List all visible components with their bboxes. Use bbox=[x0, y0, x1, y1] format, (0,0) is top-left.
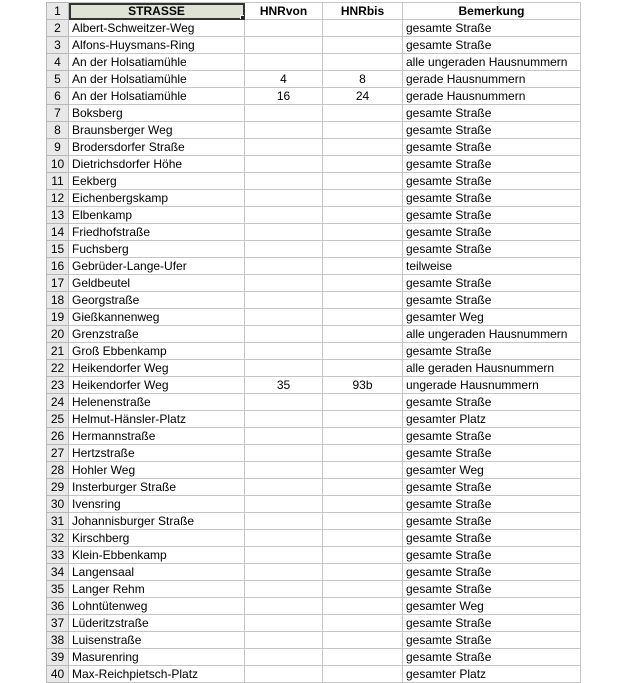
cell-hnrbis[interactable] bbox=[323, 496, 403, 513]
cell-strasse[interactable]: Max-Reichpietsch-Platz bbox=[69, 666, 245, 683]
row-number[interactable]: 40 bbox=[47, 666, 69, 683]
row-number[interactable]: 29 bbox=[47, 479, 69, 496]
header-cell-hnrbis[interactable]: HNRbis bbox=[323, 3, 403, 20]
header-cell-hnrvon[interactable]: HNRvon bbox=[245, 3, 323, 20]
cell-hnrvon[interactable] bbox=[245, 105, 323, 122]
cell-hnrbis[interactable] bbox=[323, 479, 403, 496]
cell-bemerkung[interactable]: gesamte Straße bbox=[403, 173, 581, 190]
row-number[interactable]: 30 bbox=[47, 496, 69, 513]
table-row bbox=[47, 122, 581, 139]
cell-hnrbis[interactable] bbox=[323, 258, 403, 275]
cell-bemerkung[interactable]: gesamte Straße bbox=[403, 122, 581, 139]
table-row bbox=[47, 156, 581, 173]
cell-bemerkung[interactable]: gesamte Straße bbox=[403, 615, 581, 632]
cell-bemerkung[interactable]: gesamte Straße bbox=[403, 632, 581, 649]
cell-hnrvon[interactable] bbox=[245, 428, 323, 445]
row-number[interactable]: 8 bbox=[47, 122, 69, 139]
cell-hnrbis[interactable] bbox=[323, 411, 403, 428]
cell-strasse[interactable]: Hermannstraße bbox=[69, 428, 245, 445]
cell-hnrvon[interactable] bbox=[245, 547, 323, 564]
cell-bemerkung[interactable]: gesamter Weg bbox=[403, 598, 581, 615]
cell-bemerkung[interactable]: gesamte Straße bbox=[403, 292, 581, 309]
cell-hnrbis[interactable] bbox=[323, 428, 403, 445]
cell-hnrvon[interactable] bbox=[245, 190, 323, 207]
row-number[interactable]: 38 bbox=[47, 632, 69, 649]
cell-strasse[interactable]: Brodersdorfer Straße bbox=[69, 139, 245, 156]
cell-hnrbis[interactable] bbox=[323, 530, 403, 547]
table-row bbox=[47, 224, 581, 241]
table-row bbox=[47, 377, 581, 394]
cell-bemerkung[interactable]: gesamte Straße bbox=[403, 156, 581, 173]
cell-strasse[interactable]: An der Holsatiamühle bbox=[69, 71, 245, 88]
row-number[interactable]: 18 bbox=[47, 292, 69, 309]
cell-strasse[interactable]: Georgstraße bbox=[69, 292, 245, 309]
cell-hnrvon[interactable] bbox=[245, 343, 323, 360]
cell-hnrbis[interactable] bbox=[323, 326, 403, 343]
cell-strasse[interactable]: Geldbeutel bbox=[69, 275, 245, 292]
table-row bbox=[47, 462, 581, 479]
row-number[interactable]: 23 bbox=[47, 377, 69, 394]
cell-hnrbis[interactable] bbox=[323, 394, 403, 411]
cell-hnrbis[interactable] bbox=[323, 615, 403, 632]
cell-bemerkung[interactable]: gesamter Weg bbox=[403, 462, 581, 479]
table-row bbox=[47, 615, 581, 632]
cell-hnrbis[interactable] bbox=[323, 37, 403, 54]
cell-strasse[interactable]: Eekberg bbox=[69, 173, 245, 190]
header-row bbox=[47, 3, 581, 20]
cell-hnrbis[interactable] bbox=[323, 105, 403, 122]
cell-strasse[interactable]: Lohntütenweg bbox=[69, 598, 245, 615]
cell-bemerkung[interactable]: gerade Hausnummern bbox=[403, 88, 581, 105]
cell-strasse[interactable]: Heikendorfer Weg bbox=[69, 360, 245, 377]
cell-hnrbis[interactable] bbox=[323, 513, 403, 530]
cell-hnrbis[interactable] bbox=[323, 173, 403, 190]
cell-hnrbis[interactable] bbox=[323, 632, 403, 649]
table-row bbox=[47, 479, 581, 496]
row-number[interactable]: 15 bbox=[47, 241, 69, 258]
cell-hnrvon[interactable] bbox=[245, 292, 323, 309]
table-row bbox=[47, 275, 581, 292]
cell-bemerkung[interactable]: gesamte Straße bbox=[403, 343, 581, 360]
cell-strasse[interactable]: Hohler Weg bbox=[69, 462, 245, 479]
cell-bemerkung[interactable]: gesamte Straße bbox=[403, 37, 581, 54]
cell-hnrvon[interactable] bbox=[245, 462, 323, 479]
row-number[interactable]: 11 bbox=[47, 173, 69, 190]
cell-hnrbis[interactable] bbox=[323, 54, 403, 71]
cell-hnrbis[interactable] bbox=[323, 598, 403, 615]
table-row bbox=[47, 445, 581, 462]
table-row bbox=[47, 37, 581, 54]
table-row bbox=[47, 411, 581, 428]
cell-hnrvon[interactable] bbox=[245, 309, 323, 326]
header-cell-bemerkung[interactable]: Bemerkung bbox=[403, 3, 581, 20]
cell-bemerkung[interactable]: gesamte Straße bbox=[403, 394, 581, 411]
cell-hnrbis[interactable]: 24 bbox=[323, 88, 403, 105]
cell-bemerkung[interactable]: gesamter Platz bbox=[403, 411, 581, 428]
row-number[interactable]: 21 bbox=[47, 343, 69, 360]
cell-hnrvon[interactable] bbox=[245, 139, 323, 156]
table-row bbox=[47, 139, 581, 156]
cell-bemerkung[interactable]: gesamte Straße bbox=[403, 224, 581, 241]
row-number[interactable]: 13 bbox=[47, 207, 69, 224]
row-number[interactable]: 16 bbox=[47, 258, 69, 275]
cell-bemerkung[interactable]: alle ungeraden Hausnummern bbox=[403, 54, 581, 71]
cell-strasse[interactable]: Friedhofstraße bbox=[69, 224, 245, 241]
cell-hnrvon[interactable] bbox=[245, 54, 323, 71]
cell-hnrvon[interactable] bbox=[245, 564, 323, 581]
cell-strasse[interactable]: Braunsberger Weg bbox=[69, 122, 245, 139]
cell-bemerkung[interactable]: gerade Hausnummern bbox=[403, 71, 581, 88]
cell-strasse[interactable]: Hertzstraße bbox=[69, 445, 245, 462]
cell-hnrvon[interactable] bbox=[245, 649, 323, 666]
cell-bemerkung[interactable]: gesamte Straße bbox=[403, 581, 581, 598]
cell-hnrvon[interactable] bbox=[245, 411, 323, 428]
cell-hnrvon[interactable] bbox=[245, 122, 323, 139]
cell-hnrvon[interactable]: 4 bbox=[245, 71, 323, 88]
row-number[interactable]: 14 bbox=[47, 224, 69, 241]
cell-bemerkung[interactable]: gesamte Straße bbox=[403, 241, 581, 258]
fill-handle[interactable] bbox=[240, 15, 245, 20]
cell-hnrvon[interactable] bbox=[245, 20, 323, 37]
cell-strasse[interactable]: Luisenstraße bbox=[69, 632, 245, 649]
cell-hnrbis[interactable] bbox=[323, 462, 403, 479]
cell-hnrvon[interactable] bbox=[245, 479, 323, 496]
cell-bemerkung[interactable]: gesamte Straße bbox=[403, 139, 581, 156]
table-row bbox=[47, 343, 581, 360]
cell-strasse[interactable]: Langer Rehm bbox=[69, 581, 245, 598]
table-row bbox=[47, 71, 581, 88]
row-number[interactable]: 3 bbox=[47, 37, 69, 54]
cell-hnrvon[interactable] bbox=[245, 666, 323, 683]
table-row bbox=[47, 360, 581, 377]
cell-hnrbis[interactable] bbox=[323, 292, 403, 309]
cell-hnrvon[interactable] bbox=[245, 258, 323, 275]
cell-bemerkung[interactable]: gesamte Straße bbox=[403, 530, 581, 547]
row-number[interactable]: 39 bbox=[47, 649, 69, 666]
cell-hnrbis[interactable] bbox=[323, 224, 403, 241]
cell-hnrbis[interactable] bbox=[323, 139, 403, 156]
table-row bbox=[47, 326, 581, 343]
cell-hnrbis[interactable] bbox=[323, 445, 403, 462]
cell-hnrvon[interactable] bbox=[245, 173, 323, 190]
table-row bbox=[47, 54, 581, 71]
cell-strasse[interactable]: Heikendorfer Weg bbox=[69, 377, 245, 394]
row-number[interactable]: 1 bbox=[47, 3, 69, 20]
cell-strasse[interactable]: Helenenstraße bbox=[69, 394, 245, 411]
table-row bbox=[47, 105, 581, 122]
row-number[interactable]: 26 bbox=[47, 428, 69, 445]
cell-hnrbis[interactable] bbox=[323, 360, 403, 377]
cell-bemerkung[interactable]: gesamte Straße bbox=[403, 547, 581, 564]
table-row bbox=[47, 20, 581, 37]
cell-hnrbis[interactable]: 8 bbox=[323, 71, 403, 88]
cell-bemerkung[interactable]: gesamte Straße bbox=[403, 649, 581, 666]
cell-hnrbis[interactable] bbox=[323, 649, 403, 666]
row-number[interactable]: 28 bbox=[47, 462, 69, 479]
cell-strasse[interactable]: Eichenbergskamp bbox=[69, 190, 245, 207]
cell-strasse[interactable]: Klein-Ebbenkamp bbox=[69, 547, 245, 564]
cell-hnrbis[interactable] bbox=[323, 207, 403, 224]
row-number[interactable]: 4 bbox=[47, 54, 69, 71]
row-number[interactable]: 31 bbox=[47, 513, 69, 530]
cell-strasse[interactable]: Elbenkamp bbox=[69, 207, 245, 224]
cell-hnrvon[interactable] bbox=[245, 615, 323, 632]
cell-bemerkung[interactable]: gesamte Straße bbox=[403, 513, 581, 530]
cell-bemerkung[interactable]: gesamte Straße bbox=[403, 479, 581, 496]
cell-bemerkung[interactable]: alle ungeraden Hausnummern bbox=[403, 326, 581, 343]
cell-bemerkung[interactable]: gesamte Straße bbox=[403, 496, 581, 513]
cell-bemerkung[interactable]: gesamter Weg bbox=[403, 309, 581, 326]
table-row bbox=[47, 258, 581, 275]
cell-hnrbis[interactable] bbox=[323, 564, 403, 581]
cell-strasse[interactable]: Dietrichsdorfer Höhe bbox=[69, 156, 245, 173]
cell-bemerkung[interactable]: gesamte Straße bbox=[403, 190, 581, 207]
row-number[interactable]: 36 bbox=[47, 598, 69, 615]
cell-strasse[interactable]: Ivensring bbox=[69, 496, 245, 513]
table-row bbox=[47, 513, 581, 530]
cell-hnrvon[interactable] bbox=[245, 632, 323, 649]
cell-hnrvon[interactable] bbox=[245, 581, 323, 598]
cell-hnrbis[interactable] bbox=[323, 309, 403, 326]
cell-strasse[interactable]: Groß Ebbenkamp bbox=[69, 343, 245, 360]
cell-hnrvon[interactable] bbox=[245, 513, 323, 530]
table-row bbox=[47, 530, 581, 547]
cell-hnrvon[interactable] bbox=[245, 360, 323, 377]
table-row bbox=[47, 598, 581, 615]
row-number[interactable]: 35 bbox=[47, 581, 69, 598]
cell-hnrvon[interactable]: 35 bbox=[245, 377, 323, 394]
table-row bbox=[47, 564, 581, 581]
row-number[interactable]: 12 bbox=[47, 190, 69, 207]
cell-hnrvon[interactable] bbox=[245, 207, 323, 224]
cell-hnrvon[interactable] bbox=[245, 37, 323, 54]
cell-bemerkung[interactable]: gesamte Straße bbox=[403, 428, 581, 445]
cell-hnrbis[interactable] bbox=[323, 20, 403, 37]
row-number[interactable]: 17 bbox=[47, 275, 69, 292]
table-row bbox=[47, 649, 581, 666]
header-label-strasse: STRASSE bbox=[128, 3, 185, 18]
spreadsheet-grid bbox=[46, 2, 581, 683]
cell-bemerkung[interactable]: teilweise bbox=[403, 258, 581, 275]
cell-hnrvon[interactable] bbox=[245, 445, 323, 462]
cell-hnrvon[interactable] bbox=[245, 275, 323, 292]
cell-hnrbis[interactable] bbox=[323, 241, 403, 258]
table-row bbox=[47, 173, 581, 190]
cell-bemerkung[interactable]: gesamte Straße bbox=[403, 20, 581, 37]
cell-hnrbis[interactable] bbox=[323, 275, 403, 292]
table-row bbox=[47, 394, 581, 411]
cell-bemerkung[interactable]: gesamte Straße bbox=[403, 105, 581, 122]
cell-hnrbis[interactable] bbox=[323, 190, 403, 207]
table-row bbox=[47, 190, 581, 207]
table-row bbox=[47, 581, 581, 598]
cell-bemerkung[interactable]: ungerade Hausnummern bbox=[403, 377, 581, 394]
cell-strasse[interactable]: Kirschberg bbox=[69, 530, 245, 547]
cell-bemerkung[interactable]: gesamte Straße bbox=[403, 275, 581, 292]
cell-bemerkung[interactable]: gesamte Straße bbox=[403, 207, 581, 224]
row-number[interactable]: 5 bbox=[47, 71, 69, 88]
cell-strasse[interactable]: Alfons-Huysmans-Ring bbox=[69, 37, 245, 54]
row-number[interactable]: 32 bbox=[47, 530, 69, 547]
table-row bbox=[47, 241, 581, 258]
cell-hnrvon[interactable] bbox=[245, 326, 323, 343]
cell-hnrbis[interactable]: 93b bbox=[323, 377, 403, 394]
cell-strasse[interactable]: Insterburger Straße bbox=[69, 479, 245, 496]
cell-hnrvon[interactable] bbox=[245, 598, 323, 615]
cell-strasse[interactable]: An der Holsatiamühle bbox=[69, 54, 245, 71]
cell-strasse[interactable]: Gebrüder-Lange-Ufer bbox=[69, 258, 245, 275]
cell-strasse[interactable]: Boksberg bbox=[69, 105, 245, 122]
row-number[interactable]: 24 bbox=[47, 394, 69, 411]
cell-hnrvon[interactable] bbox=[245, 241, 323, 258]
cell-strasse[interactable]: Masurenring bbox=[69, 649, 245, 666]
row-number[interactable]: 6 bbox=[47, 88, 69, 105]
table-row bbox=[47, 292, 581, 309]
cell-bemerkung[interactable]: gesamte Straße bbox=[403, 445, 581, 462]
cell-hnrbis[interactable] bbox=[323, 547, 403, 564]
cell-hnrvon[interactable] bbox=[245, 156, 323, 173]
row-number[interactable]: 19 bbox=[47, 309, 69, 326]
cell-strasse[interactable]: Fuchsberg bbox=[69, 241, 245, 258]
cell-hnrbis[interactable] bbox=[323, 156, 403, 173]
table-row bbox=[47, 632, 581, 649]
table-row bbox=[47, 207, 581, 224]
row-number[interactable]: 25 bbox=[47, 411, 69, 428]
cell-hnrvon[interactable]: 16 bbox=[245, 88, 323, 105]
cell-bemerkung[interactable]: gesamte Straße bbox=[403, 564, 581, 581]
table-row bbox=[47, 666, 581, 683]
row-number[interactable]: 34 bbox=[47, 564, 69, 581]
cell-hnrvon[interactable] bbox=[245, 224, 323, 241]
row-number[interactable]: 2 bbox=[47, 20, 69, 37]
table-row bbox=[47, 428, 581, 445]
row-number[interactable]: 9 bbox=[47, 139, 69, 156]
cell-strasse[interactable]: Grenzstraße bbox=[69, 326, 245, 343]
cell-bemerkung[interactable]: alle geraden Hausnummern bbox=[403, 360, 581, 377]
row-number[interactable]: 27 bbox=[47, 445, 69, 462]
cell-hnrbis[interactable] bbox=[323, 343, 403, 360]
table-row bbox=[47, 88, 581, 105]
cell-strasse[interactable]: Gießkannenweg bbox=[69, 309, 245, 326]
row-number[interactable]: 37 bbox=[47, 615, 69, 632]
cell-hnrvon[interactable] bbox=[245, 394, 323, 411]
table-row bbox=[47, 309, 581, 326]
row-number[interactable]: 33 bbox=[47, 547, 69, 564]
table-row bbox=[47, 547, 581, 564]
row-number[interactable]: 20 bbox=[47, 326, 69, 343]
cell-hnrbis[interactable] bbox=[323, 666, 403, 683]
cell-hnrvon[interactable] bbox=[245, 530, 323, 547]
cell-strasse[interactable]: An der Holsatiamühle bbox=[69, 88, 245, 105]
cell-bemerkung[interactable]: gesamter Platz bbox=[403, 666, 581, 683]
cell-strasse[interactable]: Lüderitzstraße bbox=[69, 615, 245, 632]
header-cell-strasse[interactable] bbox=[69, 3, 245, 20]
cell-strasse[interactable]: Albert-Schweitzer-Weg bbox=[69, 20, 245, 37]
cell-hnrvon[interactable] bbox=[245, 496, 323, 513]
cell-strasse[interactable]: Langensaal bbox=[69, 564, 245, 581]
row-number[interactable]: 22 bbox=[47, 360, 69, 377]
row-number[interactable]: 7 bbox=[47, 105, 69, 122]
cell-strasse[interactable]: Helmut-Hänsler-Platz bbox=[69, 411, 245, 428]
cell-strasse[interactable]: Johannisburger Straße bbox=[69, 513, 245, 530]
table-row bbox=[47, 496, 581, 513]
cell-hnrbis[interactable] bbox=[323, 581, 403, 598]
row-number[interactable]: 10 bbox=[47, 156, 69, 173]
cell-hnrbis[interactable] bbox=[323, 122, 403, 139]
